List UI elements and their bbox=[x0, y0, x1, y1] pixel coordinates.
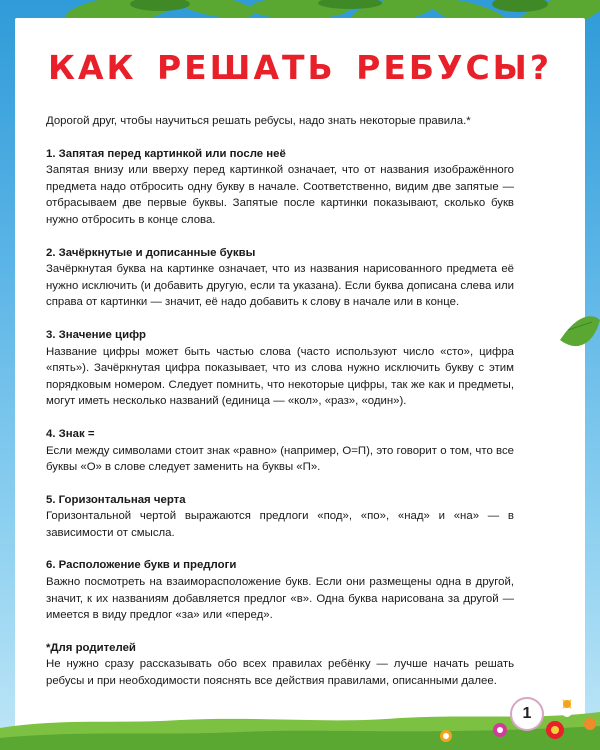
parents-note-heading: *Для родителей bbox=[46, 641, 136, 654]
rule-heading: 4. Знак = bbox=[46, 427, 95, 440]
page-number-badge: 1 bbox=[510, 697, 544, 731]
rule-heading: 3. Значение цифр bbox=[46, 328, 146, 341]
flower-icon bbox=[554, 691, 580, 717]
rule-section bbox=[46, 245, 514, 311]
flower-icon bbox=[440, 730, 452, 742]
rule-text: Важно посмотреть на взаиморасположение букв. Если они размещены одна в другой, значит, к их названиям добавляется предлог «в». Одна буква нарисована за другой — имеется в виду предлог «за» или «перед». bbox=[46, 576, 514, 622]
flower-icon bbox=[493, 723, 507, 737]
intro-paragraph: Дорогой друг, чтобы научиться решать ребусы, надо знать некоторые правила.* bbox=[46, 115, 471, 127]
parents-note-text: Не нужно сразу рассказывать обо всех правилах ребёнку — лучше начать решать ребусы и при необходимости пояснять все действия правилами, описанными далее. bbox=[46, 658, 514, 688]
rule-heading: 5. Горизонтальная черта bbox=[46, 493, 186, 506]
rule-section bbox=[46, 557, 514, 623]
rule-text: Горизонтальной чертой выражаются предлоги «под», «по», «над» и «на» — в зависимости от смысла. bbox=[46, 510, 514, 539]
side-leaf-decoration bbox=[540, 150, 600, 450]
rule-heading: 2. Зачёркнутые и дописанные буквы bbox=[46, 246, 256, 259]
parents-note bbox=[46, 640, 514, 690]
flower-icon bbox=[584, 718, 596, 730]
rule-section bbox=[46, 426, 514, 476]
rule-text: Зачёркнутая буква на картинке означает, что из названия нарисованного предмета её нужно исключить (и добавить другую, если та указана). Если буква дописана слева или справа от картинки — значит, её надо добавить к слову в начале или в конце. bbox=[46, 263, 514, 309]
rule-section bbox=[46, 492, 514, 542]
rule-heading: 6. Расположение букв и предлоги bbox=[46, 559, 237, 572]
flower-icon bbox=[546, 721, 564, 739]
rules-content bbox=[46, 113, 514, 706]
rule-text: Название цифры может быть частью слова (часто используют число «сто», цифра «пять»). Зачёркнутая цифра показывает, что из слова нужно исключить букву с этим порядковым номером. Следует помнить, что некоторые цифры, так же как и предметы, могут иметь несколько названий (единица — «кол», «раз», «один»). bbox=[46, 345, 514, 408]
rule-section bbox=[46, 327, 514, 410]
rule-text: Если между символами стоит знак «равно» (например, О=П), это говорит о том, что все буквы «О» в слове следует заменить на буквы «П». bbox=[46, 444, 514, 474]
rule-heading: 1. Запятая перед картинкой или после неё bbox=[46, 147, 286, 160]
bottom-grass-decoration bbox=[0, 690, 600, 750]
rule-section bbox=[46, 146, 514, 229]
rule-text: Запятая внизу или вверху перед картинкой означает, что от названия изображённого предмета надо отбросить одну букву в начале. Соответственно, видим две запятые — отбрасываем две первые буквы. Запятые после картинки показывают, сколько букв нужно отбросить в конце слова. bbox=[46, 164, 514, 226]
page-title: КАК РЕШАТЬ РЕБУСЫ? bbox=[47, 48, 553, 87]
